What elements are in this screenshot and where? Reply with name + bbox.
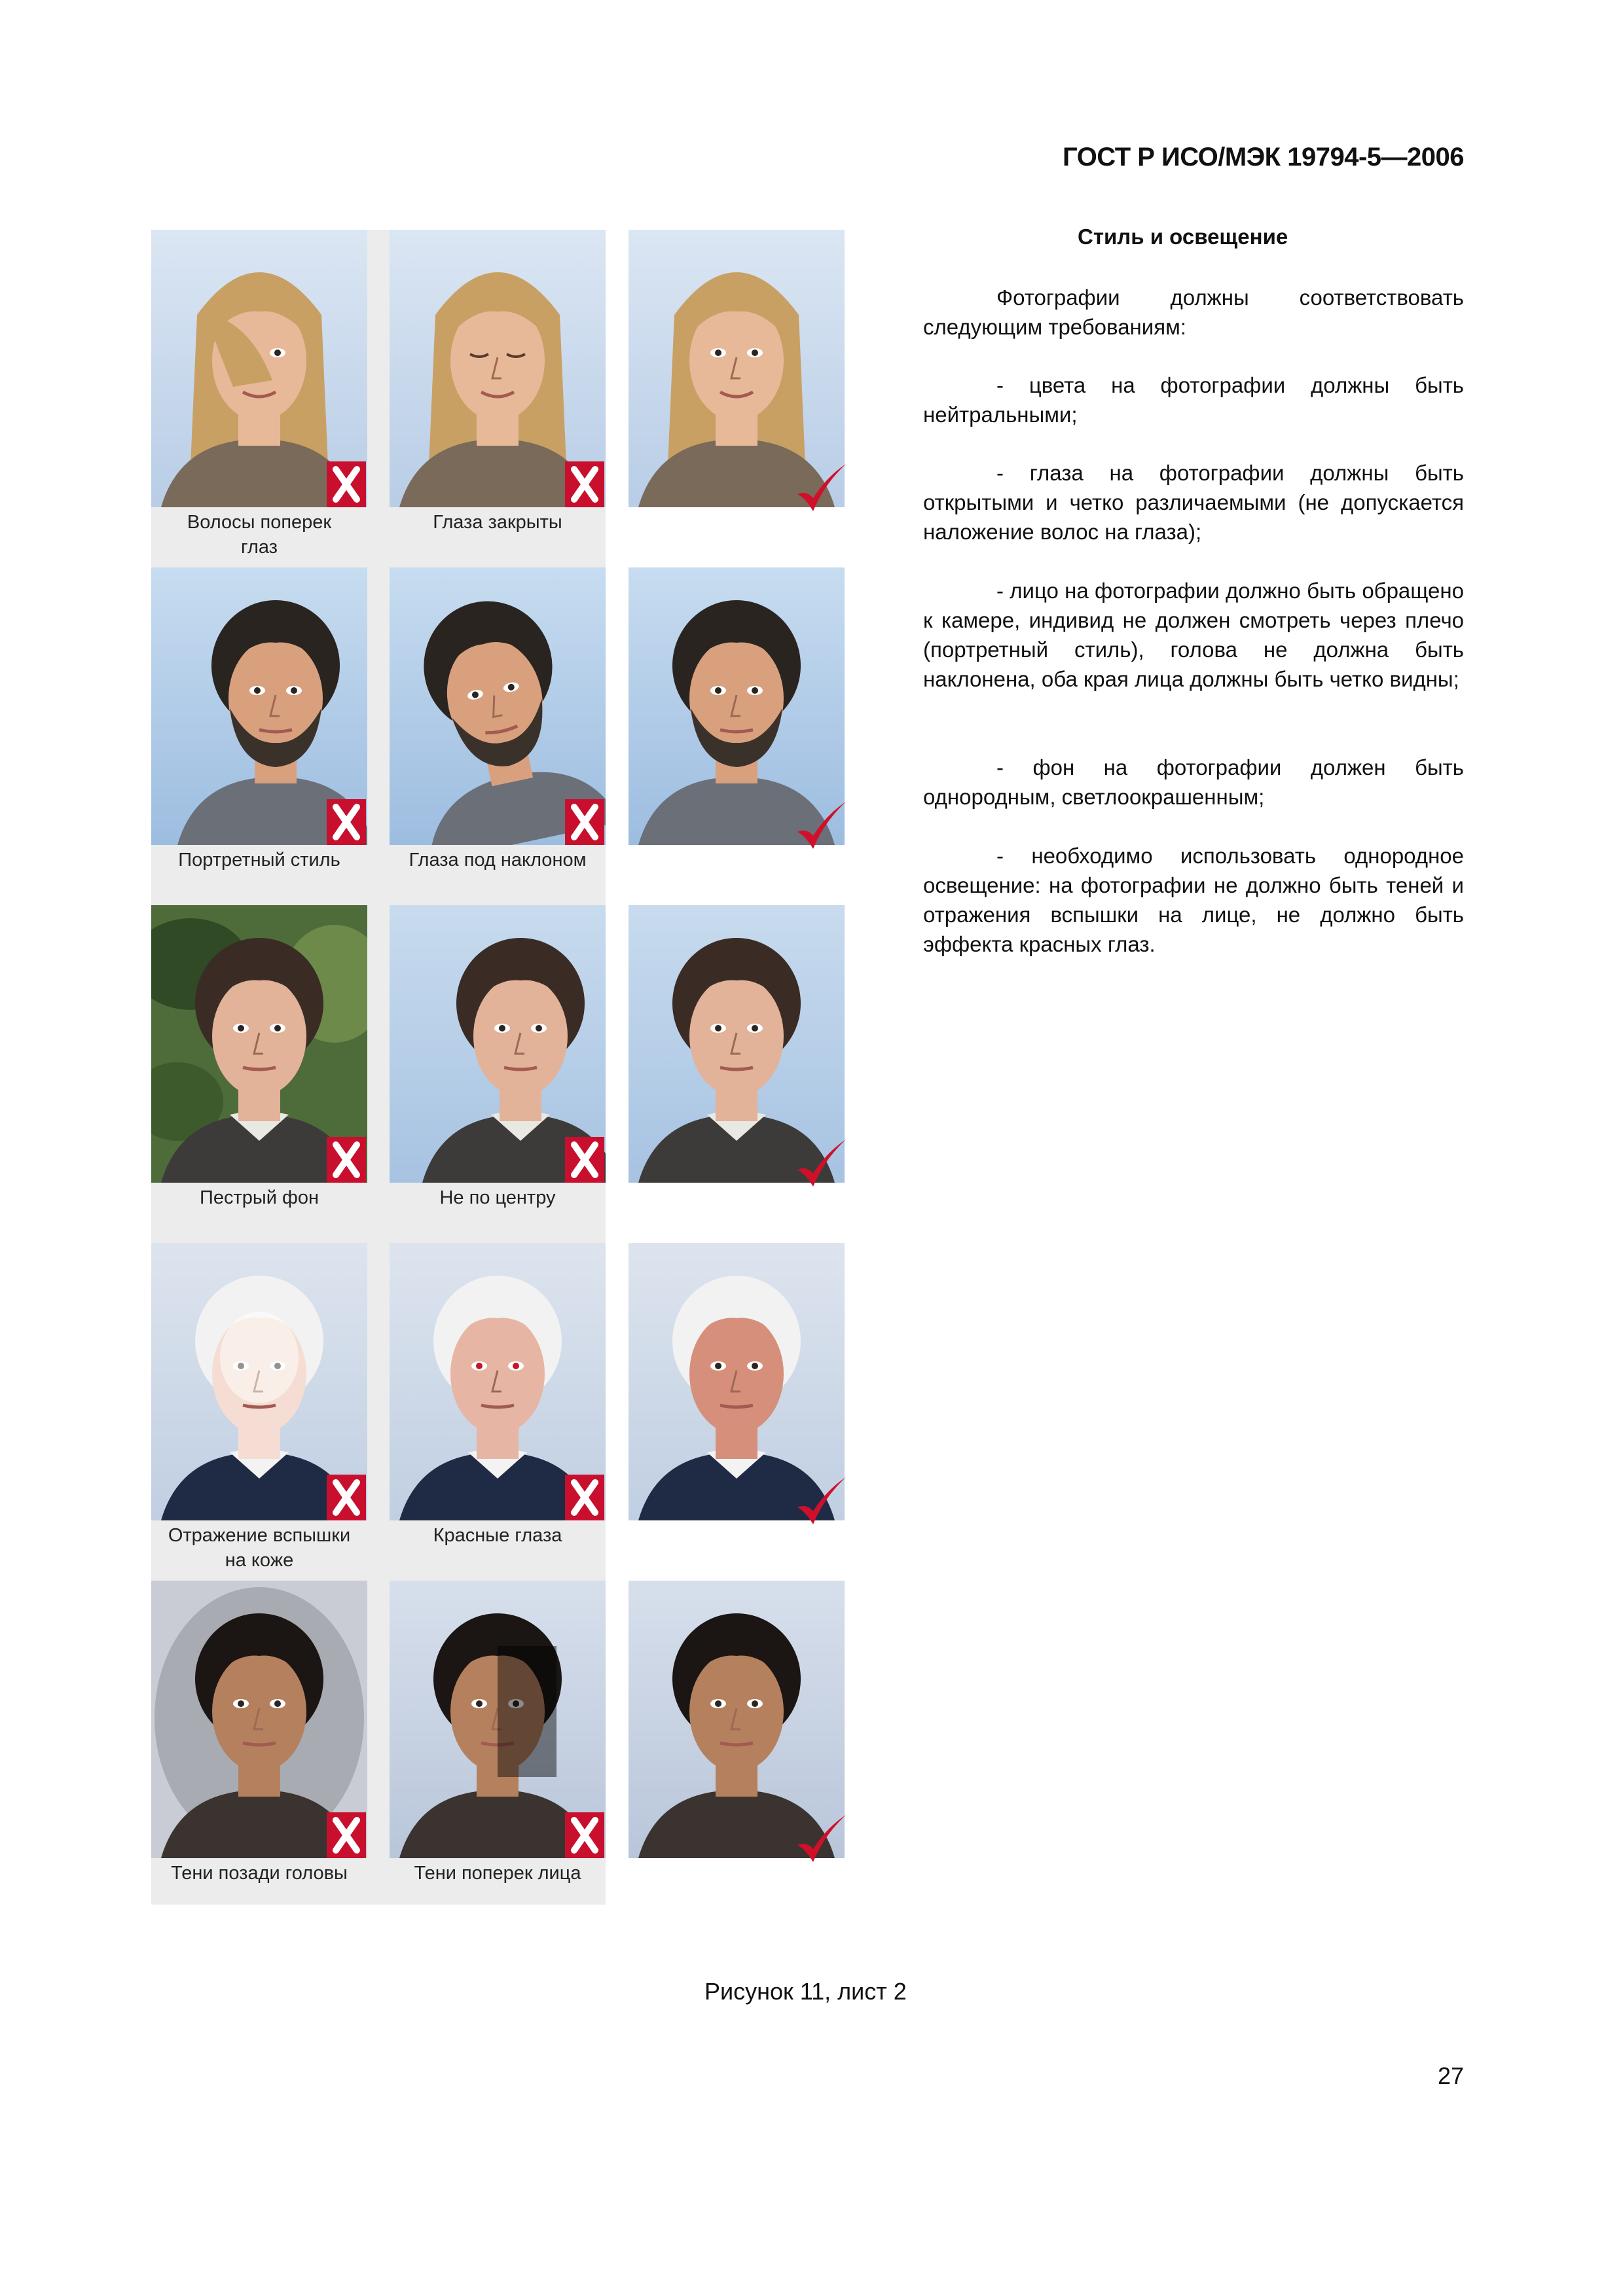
paragraph-lighting: - необходимо использовать однородное освещение: на фотографии не должно быть теней и отражения вспышки на лице, не должно быть эффекта красных глаз. bbox=[923, 844, 1464, 956]
paragraph-background: - фон на фотографии должен быть однородным, светлоокрашенным; bbox=[923, 755, 1464, 809]
page-number: 27 bbox=[1437, 2062, 1464, 2089]
photo-examples-figure bbox=[151, 230, 852, 1905]
photo-label bbox=[390, 1185, 606, 1210]
photo-label-line: Не по центру bbox=[439, 1187, 556, 1208]
photo-label-line: Отражение вспышки bbox=[168, 1525, 351, 1546]
reject-x-icon bbox=[565, 461, 604, 507]
paragraph-eyes: - глаза на фотографии должны быть открытыми и четко различаемыми (не допускается наложение волос на глаза); bbox=[923, 461, 1464, 544]
photo-label-line: Пестрый фон bbox=[200, 1187, 319, 1208]
photo-label bbox=[151, 1861, 367, 1886]
accept-check-icon bbox=[792, 460, 848, 518]
accept-check-icon bbox=[792, 1811, 848, 1869]
photo-label-line: Тени поперек лица bbox=[414, 1863, 581, 1884]
reject-x-icon bbox=[565, 1812, 604, 1858]
photo-label bbox=[390, 848, 606, 872]
photo-label bbox=[151, 848, 367, 872]
paragraph-face: - лицо на фотографии должно быть обращено к камере, индивид не должен смотреть через плечо (портретный стиль), голова не должна быть наклонена, оба края лица должны быть четко видны; bbox=[923, 579, 1464, 691]
accept-check-icon bbox=[792, 1473, 848, 1531]
photo-label-line: Тени позади головы bbox=[171, 1863, 348, 1884]
reject-x-icon bbox=[327, 1812, 366, 1858]
photo-label-line: на коже bbox=[225, 1550, 294, 1571]
reject-x-icon bbox=[565, 1475, 604, 1520]
accept-check-icon bbox=[792, 798, 848, 855]
photo-label bbox=[390, 510, 606, 535]
reject-x-icon bbox=[327, 1475, 366, 1520]
photo-label-line: Портретный стиль bbox=[178, 850, 340, 870]
reject-x-icon bbox=[565, 1137, 604, 1183]
photo-label bbox=[151, 510, 367, 560]
accept-check-icon bbox=[792, 1136, 848, 1193]
figure-caption: Рисунок 11, лист 2 bbox=[704, 1978, 907, 2005]
paragraph-colors: - цвета на фотографии должны быть нейтральными; bbox=[923, 373, 1464, 427]
photo-label-line: Красные глаза bbox=[433, 1525, 562, 1546]
photo-label-line: Волосы поперек bbox=[187, 512, 332, 533]
section-title: Стиль и освещение bbox=[1078, 224, 1288, 249]
reject-x-icon bbox=[327, 799, 366, 845]
reject-x-icon bbox=[565, 799, 604, 845]
photo-label bbox=[390, 1523, 606, 1548]
photo-label bbox=[390, 1861, 606, 1886]
document-header: ГОСТ Р ИСО/МЭК 19794-5—2006 bbox=[1063, 143, 1464, 171]
reject-x-icon bbox=[327, 461, 366, 507]
photo-label-line: Глаза закрыты bbox=[433, 512, 562, 533]
reject-x-icon bbox=[327, 1137, 366, 1183]
photo-label bbox=[151, 1185, 367, 1210]
photo-label-line: Глаза под наклоном bbox=[409, 850, 587, 870]
photo-label bbox=[151, 1523, 367, 1573]
photo-label-line: глаз bbox=[241, 537, 278, 558]
paragraph-intro: Фотографии должны соответствовать следующим требованиям: bbox=[923, 285, 1464, 339]
